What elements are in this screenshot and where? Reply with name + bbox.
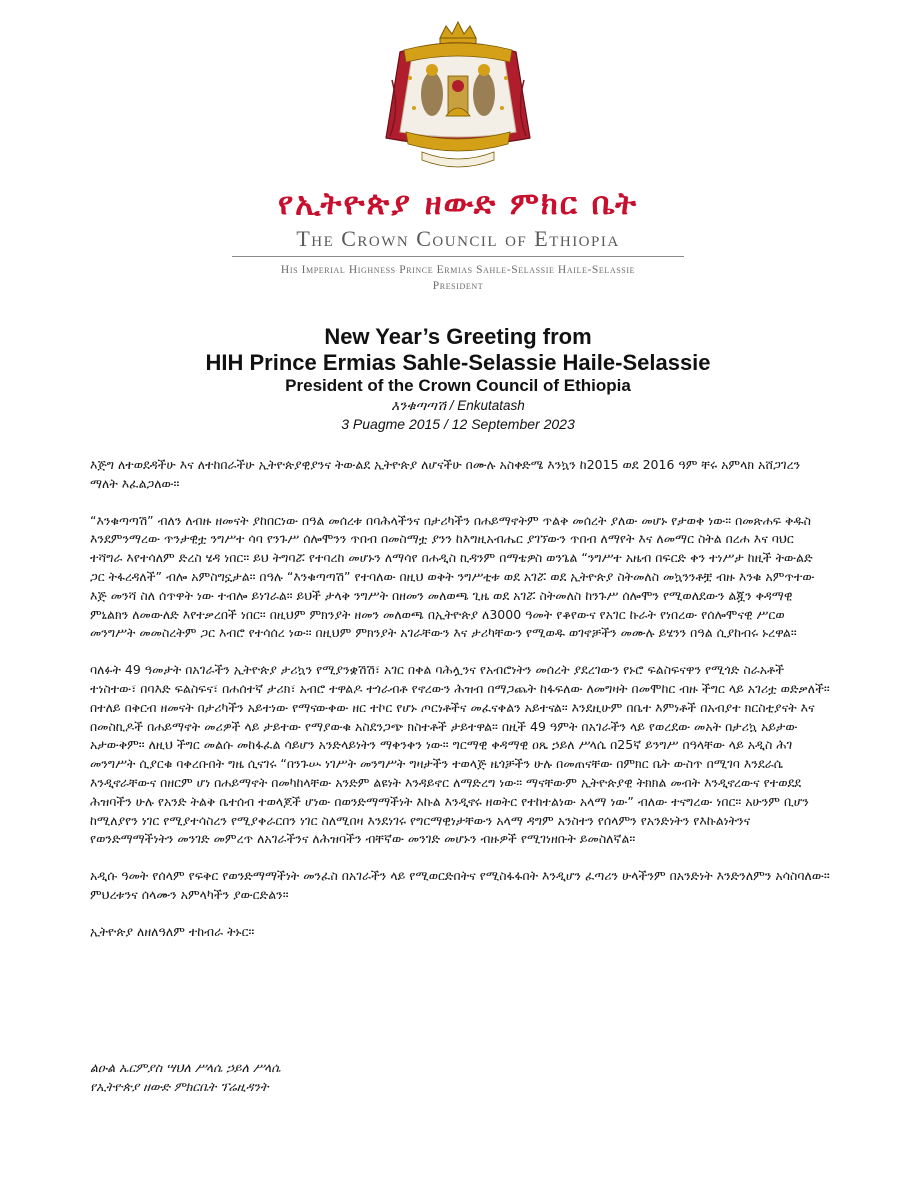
body-paragraph-2: “እንቁጣጣሽ” ብለን ለብዙ ዘመናት ያከበርነው በዓል መሰረቱ በባሕላችንና በታሪካችን በሐይማኖትም ጥልቅ መሰረት ያለው መሆኑ የታወቀ ነው። በመጽሐፍ ቅዱስ እንደምንማረው ጥንታዊቷ ንግሥተ ሳባ የንጉሥ ሰሎሞንን ጥበብ በመስማቷ ያንን ከእግዚአብሔር ያገኘውን ጥበብ ለማየት እና ለመማር ስትል በረሐ እና ባህር ተሻግራ እየተሳለም ድረስ ሄዳ ነበር። ይህ ትግባሯ የተባረከ መሆኑን ለማሳየ በሐዲስ ኪዳንም በማቴዎስ ወንጌል “ንግሥተ አዜብ በፍርድ ቀን ተነሥታ ከዚች ትውልድ ጋር ትፋረዳለች” ብሎ አምስግኗታል። በዓሉ “እንቁጣጣሽ” የተባለው በዚህ ወቅት ንግሥቲቱ ወደ አገሯ ወደ ኢትዮጵያ ስትመለስ መኳንንቶቿ ብዙ እንቁ አምጥተው እጅ መንሻ ስለ ሰጥዋት ነው ተብሎ ይነገራል። ይህች ታላቅ ንግሥት በዘመን መለወጫ ጊዜ ወደ አገሯ ስትመለስ ከንጉሥ ሰሎሞን የሚወለደውን ልጇን ቀዳማዊ ምኒልክን ለመውለድ እየተቃረበች ነበር። በዚህም ምክንያት ዘመን መለወጫ በኢትዮጵያ ለ3000 ዓመት የቆየውና የአገር ኩራት የነበረው የሰሎሞናዊ ሥርወ መንግሥት መመስረትም ጋር እብሮ የተሳሰረ ነው። በዚህም ምክንያት አገራቸውን እና ታሪካቸውን የሚወዱ ወገኖቻችን መሙሉ ይሄንን በዓል ሲያከብሩ ኑረዋል። <box>90 512 815 641</box>
body-paragraph-4: አዲሱ ዓመት የሰላም የፍቅር የወንድማማችነት መንፈስ በአገራችን ላይ የሚወርድበትና የሚስፋፋበት እንዲሆን ፈጣሪን ሁላችንም በአንድነት እንድንለምን አሳስባለው። ምህረቱንና ሰላሙን አምላካችን ያውርድልን። <box>90 868 830 902</box>
imperial-coat-of-arms-icon <box>370 20 546 176</box>
title-line-3: President of the Crown Council of Ethiopia <box>285 376 631 395</box>
signature-title: የኢትዮጵያ ዘውድ ምክርቤት ፕሬዚዳንት <box>90 1079 269 1094</box>
title-date: 3 Puagme 2015 / 12 September 2023 <box>341 416 575 432</box>
title-line-1: New Year’s Greeting from <box>324 324 592 349</box>
body-paragraph-1: እጅግ ለተወደዳችሁ እና ለተከበራችሁ ኢትዮጵያዊያንና ትውልደ ኢትዮጵያ ለሆናችሁ በሙሉ አስቀድሜ እንኳን ከ2015 ወደ 2016 ዓም ቸሩ አምላክ አሸጋገረን ማለት እፈልጋለው። <box>90 457 801 491</box>
patron-title: President <box>432 280 484 292</box>
title-line-2: HIH Prince Ermias Sahle-Selassie Haile-Selassie <box>205 350 711 375</box>
letter-body <box>90 456 830 960</box>
letterhead-english-name: The Crown Council of Ethiopia <box>296 226 620 251</box>
title-subtitle: እንቁጣጣሽ / Enkutatash <box>391 398 525 413</box>
signature-block <box>90 1058 830 1096</box>
letterhead-amharic-name: የኢትዮጵያ ዘውድ ምክር ቤት <box>277 186 639 222</box>
body-paragraph-3: ባለፉት 49 ዓመታት በአገራችን ኢትዮጵያ ታሪኳን የሚያንቋሽሽ፣ አገር በቀል ባሕሏንና የአብሮነትን መሰረት ያደረገውን የኑሮ ፍልስፍናዋን የሚጎድ ስራአቶች ተነስተው፣ በባእድ ፍልስፍና፣ በሐሰተኛ ታሪክ፣ አብሮ ተዋልዶ ተጎራብቶ የኖረውን ሕዝብ በማጋጨት ከፋፍለው ለመግዛት በመሞከር ብዙ ችግር ላይ አገሪቷ ወድቃለች። በተለይ በቅርብ ዘመናት በታሪካችን አይተነው የማናውቀው ዘር ተኮር የሆኑ ጦርነቶችና መፈናቀልን አይተናል። እንደዚሁም በቤተ እምነቶች በአብያተ ክርስቲያናት እና በመስኪዶች በሐይማኖት መሪዎች ላይ ታይተው የማያውቁ አስደንጋጭ ክስተቶች ታይተዋል። በዚች 49 ዓምት በአገራችን ላይ የወረደው መአት በታሪኳ አይታው አታውቅም። ለዚህ ችግር መልሱ መከፋፈል ሳይሆን አንድላይነትን ማቀንቀን ነው። ግርማዊ ቀዳማዊ ዐጼ ኃይለ ሥላሴ በ25ኛ ይንግሥ በዓላቸው ላይ አዲስ ሕገ መንግሥት ሲያርቁ ባቀረቡበት ግዜ ሲናገሩ “በንጉሡ ነገሥት መንግሥት ግዛታችን ተወላጅ ዜጎቻችን ሁሉ በመጠናቸው በምክር ቤት ውስጥ በሚገባ እንደራሴ እንዲኖራቸውና በዘርም ሆነ በሐይማኖት በመካከላቸው አንድም ልዩነት እንዳይኖር ለማድረግ ነው። ማናቸውም ኢትዮጵያዊ ትክክል መብት እንዲኖረውና የተወደደ ሕዝባችን ሁሉ የአንድ ትልቅ ቤተሰብ ተወላጆች ሆነው በወንድማማችነት እኩል እንዲኖሩ ዘወትር የተከተልነው አላማ ነው” ብለው ተናግረው ነበር። አሁንም ቢሆን ከሚለያየን ነገር የሚያተሳስረን የሚያቀራርበን ነገር ስለሚበዛ እንደነገሩ የግርማዊነታቸውን አላማ ዳግም አንስተን የሰላምን የአንድነትን የእኩልነትንና የወንድማማችነትን መንገድ መምረጥ ለአገራችንና ለሕዝባችን ብቸኛው መንገድ መሆኑን ብዙዎች የሚገነዘቡት ይመስለኛል። <box>90 662 830 847</box>
letterhead-patron <box>0 262 916 294</box>
signature-name: ልዑል ኤርምያስ ሣህለ ሥላሴ ኃይለ ሥላሴ <box>90 1060 281 1075</box>
letterhead-divider <box>232 256 684 257</box>
patron-name: His Imperial Highness Prince Ermias Sahle-Selassie Haile-Selassie <box>280 264 636 276</box>
body-closing: ኢትዮጵያ ለዘለዓለም ተከብራ ትኑር። <box>90 923 255 939</box>
